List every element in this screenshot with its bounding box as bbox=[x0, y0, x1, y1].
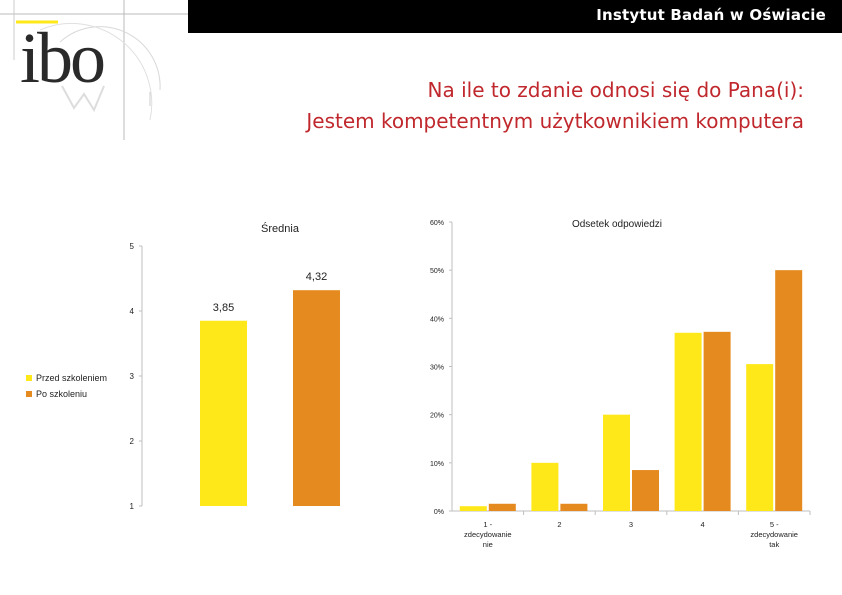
chart2-bar-before bbox=[603, 415, 630, 511]
chart1-data-label: 3,85 bbox=[212, 301, 235, 314]
title-line-2: Jestem kompetentnym użytkownikiem komputera bbox=[306, 109, 804, 133]
logo-text: ibo bbox=[20, 18, 104, 98]
chart2-x-tick-label: 5 - bbox=[769, 520, 779, 529]
chart2-bar-after bbox=[560, 504, 587, 511]
chart2-title: Odsetek odpowiedzi bbox=[571, 219, 663, 230]
chart2-y-tick-label: 10% bbox=[429, 460, 444, 468]
legend-label-before: Przed szkoleniem bbox=[36, 373, 108, 383]
chart2-y-tick-label: 30% bbox=[429, 364, 444, 372]
chart2-y-tick-label: 50% bbox=[429, 268, 444, 276]
chart2-y-tick-label: 0% bbox=[433, 509, 444, 516]
chart2-x-tick-label: nie bbox=[482, 540, 493, 549]
chart1-bar-after bbox=[293, 290, 340, 506]
chart2-bar-after bbox=[775, 270, 802, 511]
chart2-x-tick-label: 1 - bbox=[483, 520, 493, 529]
institute-name: Instytut Badań w Oświacie bbox=[596, 6, 826, 24]
chart1-bar-before bbox=[200, 321, 247, 506]
chart2-y-tick-label: 40% bbox=[429, 316, 444, 324]
chart1-y-tick-label: 3 bbox=[129, 372, 134, 381]
chart2-x-tick-label: 3 bbox=[628, 520, 634, 529]
chart2-x-tick-label: zdecydowanie bbox=[464, 530, 512, 539]
chart2-bar-after bbox=[489, 504, 516, 511]
chart1-title: Średnia bbox=[261, 223, 299, 235]
chart2-x-tick-label: 2 bbox=[557, 520, 562, 529]
chart2-bar-after bbox=[704, 332, 731, 511]
chart2-x-tick-label: tak bbox=[769, 540, 780, 549]
chart2-bar-after bbox=[632, 470, 659, 511]
chart2-x-tick-label: zdecydowanie bbox=[750, 530, 798, 539]
chart2-y-tick-label: 20% bbox=[429, 412, 444, 420]
chart1-y-tick-label: 4 bbox=[129, 307, 134, 316]
chart1-y-tick-label: 5 bbox=[129, 242, 134, 251]
chart1-y-tick-label: 1 bbox=[129, 502, 134, 511]
chart2-bar-before bbox=[675, 333, 702, 511]
chart2-x-tick-label: 4 bbox=[700, 520, 705, 529]
chart1-y-tick-label: 2 bbox=[129, 437, 134, 446]
chart2-bar-before bbox=[460, 506, 487, 511]
legend-label-after: Po szkoleniu bbox=[36, 389, 88, 399]
chart1-data-label: 4,32 bbox=[305, 271, 328, 284]
chart2-bar-before bbox=[746, 364, 773, 511]
title-line-1: Na ile to zdanie odnosi się do Pana(i): bbox=[427, 78, 804, 102]
chart2-bar-before bbox=[531, 463, 558, 511]
chart2-y-tick-label: 60% bbox=[429, 220, 444, 227]
